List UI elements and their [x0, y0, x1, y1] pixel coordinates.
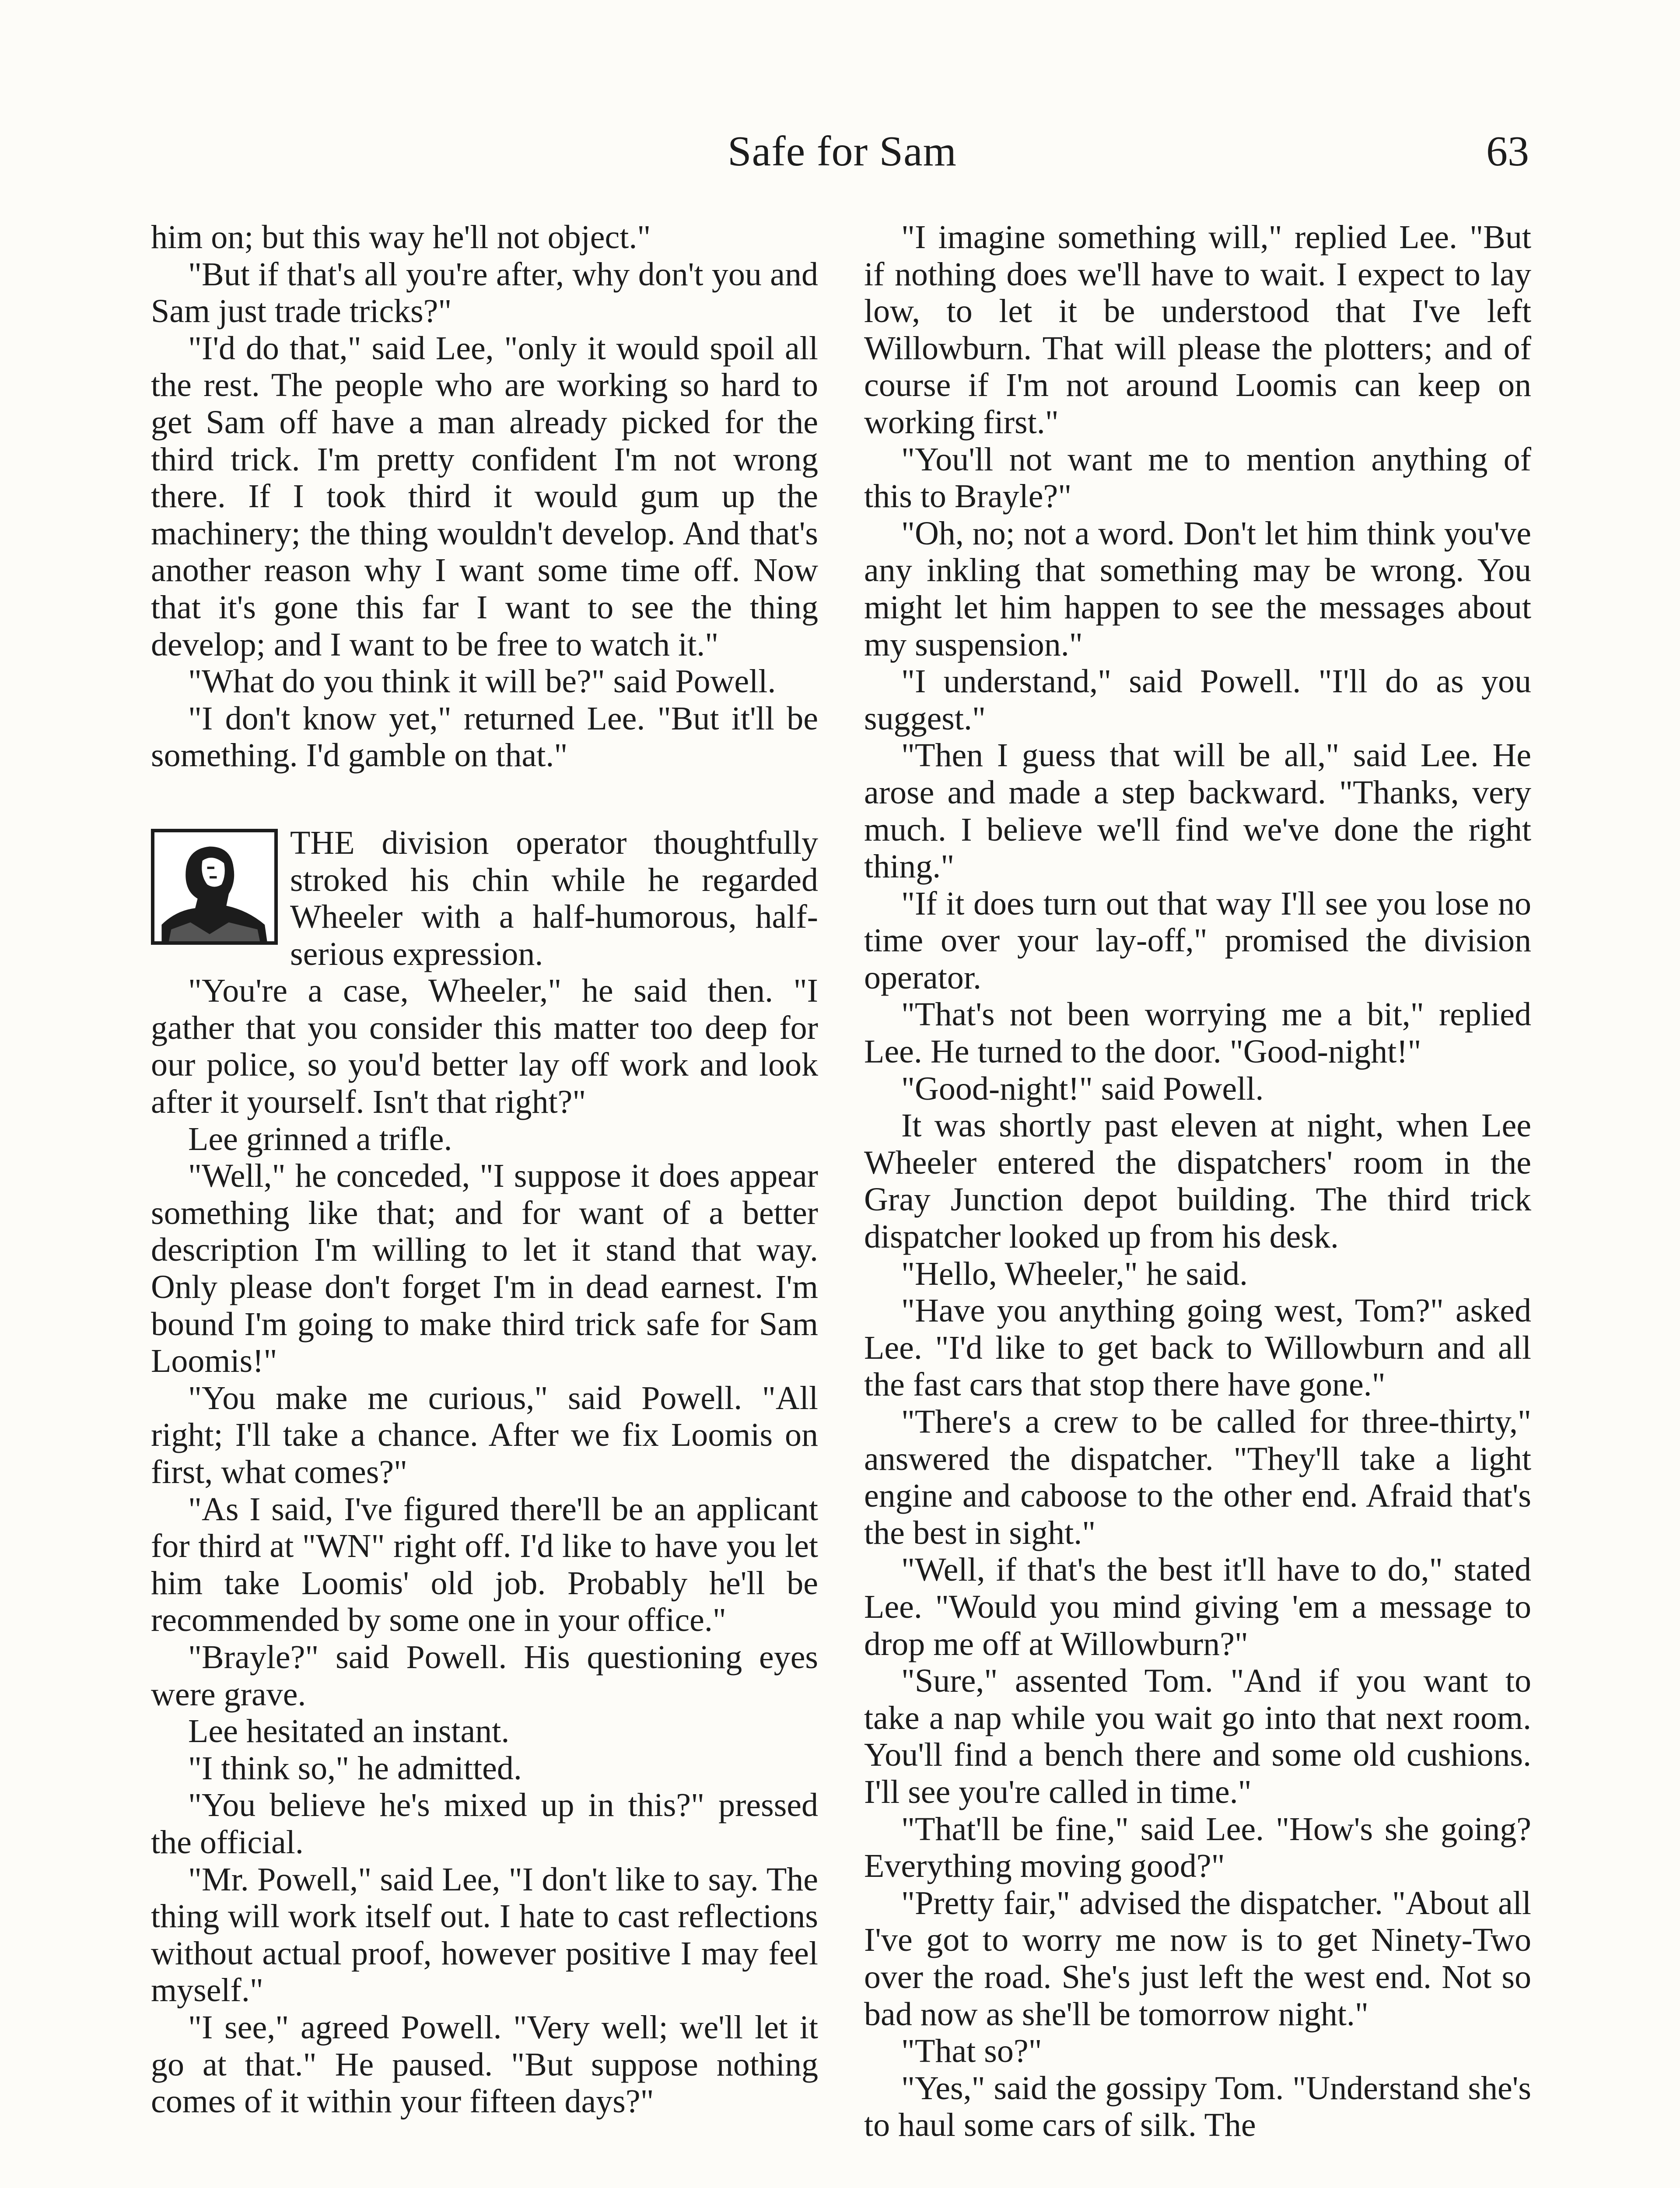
paragraph: "Well, if that's the best it'll have to do," stated Lee. "Would you mind giving 'em a message to drop me off at Willowburn?"	[864, 1551, 1531, 1662]
paragraph: "As I said, I've figured there'll be an applicant for third at "WN" right off. I'd like to have you let him take Loomis' old job. Probably he'll be recommended by some one in your office."	[151, 1490, 818, 1639]
paragraph: "Then I guess that will be all," said Lee. He arose and made a step backward. "Thanks, very much. I believe we'll find we've done the right thing."	[864, 737, 1531, 885]
paragraph: "But if that's all you're after, why don't you and Sam just trade tricks?"	[151, 256, 818, 330]
paragraph: "I'd do that," said Lee, "only it would spoil all the rest. The people who are working so hard to get Sam off have a man already picked for the third trick. I'm pretty confident I'm not wrong there. If I took third it would gum up the machinery; the thing wouldn't develop. And that's another reason why I want some time off. Now that it's gone this far I want to see the thing develop; and I want to be free to watch it."	[151, 330, 818, 663]
paragraph: "I think so," he admitted.	[188, 1750, 522, 1787]
paragraph: "Oh, no; not a word. Don't let him think you've any inkling that something may be wrong. You might let him happen to see the messages about my suspension."	[864, 515, 1531, 663]
paragraph: It was shortly past eleven at night, when Lee Wheeler entered the dispatchers' room in the Gray Junction depot building. The third trick dispatcher looked up from his desk.	[864, 1107, 1531, 1255]
paragraph: "Hello, Wheeler," he said.	[901, 1255, 1248, 1292]
paragraph: "You'll not want me to mention anything of this to Brayle?"	[864, 441, 1531, 515]
paragraph: "I understand," said Powell. "I'll do as you suggest."	[864, 663, 1531, 737]
paragraph: "Well," he conceded, "I suppose it does appear something like that; and for want of a better description I'm willing to let it stand that way. Only please don't forget I'm in dead earnest. I'm bound I'm going to make third trick safe for Sam Loomis!"	[151, 1157, 818, 1380]
paragraph: "You're a case, Wheeler," he said then. "I gather that you consider this matter too deep for our police, so you'd better lay off work and look after it yourself. Isn't that right?"	[151, 972, 818, 1121]
paragraph: "That so?"	[901, 2033, 1042, 2070]
paragraph: "There's a crew to be called for three-thirty," answered the dispatcher. "They'll take a light engine and caboose to the other end. Afraid that's the best in sight."	[864, 1403, 1531, 1551]
dropcap-paragraph-container	[151, 824, 818, 972]
paragraph: Lee grinned a trifle.	[188, 1120, 452, 1157]
section-break	[151, 774, 818, 824]
dropcap-paragraph: THE division operator thoughtfully stroked his chin while he regarded Wheeler with a half-humorous, half-serious expression.	[290, 824, 818, 972]
paragraph: "I don't know yet," returned Lee. "But it'll be something. I'd gamble on that."	[151, 700, 818, 774]
paragraph: Lee hesitated an instant.	[188, 1713, 510, 1750]
portrait-silhouette-icon	[154, 832, 274, 941]
running-title: Safe for Sam	[728, 128, 957, 175]
paragraph: "Sure," assented Tom. "And if you want to take a nap while you wait go into that next room. You'll find a bench there and some old cushions. I'll see you're called in time."	[864, 1662, 1531, 1810]
dropcap-portrait-image	[151, 829, 278, 945]
paragraph: "You believe he's mixed up in this?" pressed the official.	[151, 1787, 818, 1861]
paragraph: "That's not been worrying me a bit," replied Lee. He turned to the door. "Good-night!"	[864, 996, 1531, 1070]
paragraph: "Yes," said the gossipy Tom. "Understand she's to haul some cars of silk. The	[864, 2069, 1531, 2144]
paragraph: "Have you anything going west, Tom?" asked Lee. "I'd like to get back to Willowburn and all the fast cars that stop there have gone."	[864, 1292, 1531, 1403]
paragraph: "You make me curious," said Powell. "All right; I'll take a chance. After we fix Loomis on first, what comes?"	[151, 1379, 818, 1490]
paragraph: "Good-night!" said Powell.	[901, 1070, 1264, 1107]
paragraph: him on; but this way he'll not object."	[151, 219, 651, 256]
paragraph: "That'll be fine," said Lee. "How's she going? Everything moving good?"	[864, 1810, 1531, 1885]
paragraph: "I see," agreed Powell. "Very well; we'll let it go at that." He paused. "But suppose nothing comes of it within your fifteen days?"	[151, 2009, 818, 2120]
left-column	[151, 219, 818, 2120]
paragraph: "I imagine something will," replied Lee. "But if nothing does we'll have to wait. I expect to lay low, to let it be understood that I've left Willowburn. That will please the plotters; and of course if I'm not around Loomis can keep on working first."	[864, 219, 1531, 441]
page-header	[155, 127, 1529, 184]
paragraph: "Brayle?" said Powell. His questioning eyes were grave.	[151, 1638, 818, 1713]
paragraph: "If it does turn out that way I'll see you lose no time over your lay-off," promised the division operator.	[864, 885, 1531, 996]
right-column	[864, 219, 1531, 2144]
paragraph: "What do you think it will be?" said Powell.	[188, 663, 776, 700]
paragraph: "Mr. Powell," said Lee, "I don't like to say. The thing will work itself out. I hate to cast reflections without actual proof, however positive I may feel myself."	[151, 1861, 818, 2009]
paragraph: "Pretty fair," advised the dispatcher. "About all I've got to worry me now is to get Ninety-Two over the road. She's just left the west end. Not so bad now as she'll be tomorrow night."	[864, 1884, 1531, 2033]
page-number: 63	[1486, 128, 1529, 175]
